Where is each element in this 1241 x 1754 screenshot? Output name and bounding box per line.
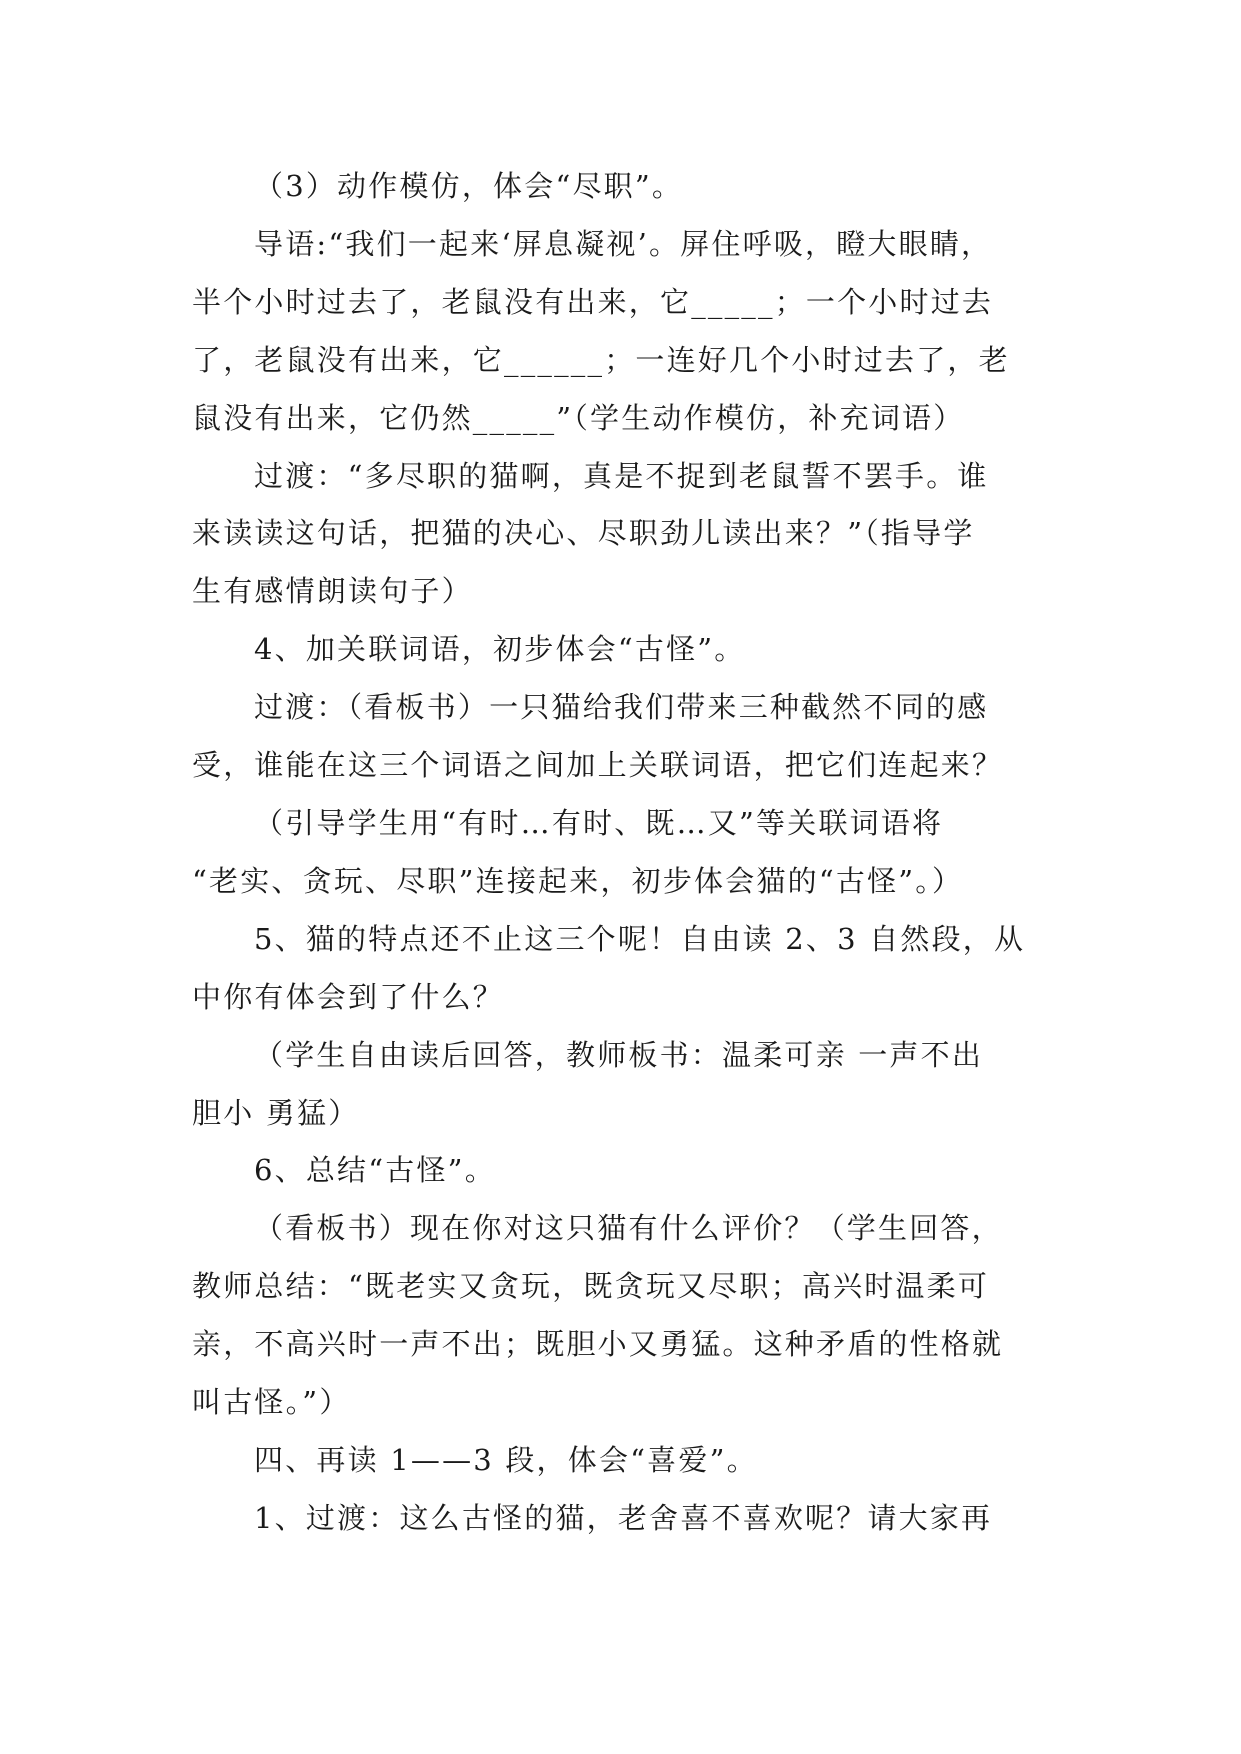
- text-line: 1、过渡：这么古怪的猫，老舍喜不喜欢呢？请大家再: [254, 1500, 993, 1535]
- paragraph-guide-conjunctions: [192, 795, 1052, 911]
- text-line: 过渡：“多尽职的猫啊，真是不捉到老鼠誓不罢手。谁: [254, 458, 989, 493]
- paragraph-student-answer: [192, 1027, 1052, 1143]
- paragraph-teacher-summary: [192, 1200, 1052, 1432]
- text-line: 受，谁能在这三个词语之间加上关联词语，把它们连起来？: [192, 748, 1004, 783]
- text-line: 半个小时过去了，老鼠没有出来，它_____；一个小时过去: [192, 284, 994, 319]
- text-line: 胆小 勇猛）: [192, 1095, 360, 1130]
- paragraph-transition-dutiful: [192, 448, 1052, 622]
- text-line: 来读读这句话，把猫的决心、尽职劲儿读出来？”（指导学: [192, 516, 975, 551]
- text-line: 6、总结“古怪”。: [254, 1153, 496, 1188]
- paragraph-section-4-heading: [192, 1432, 1052, 1490]
- text-line: 4、加关联词语，初步体会“古怪”。: [254, 632, 746, 667]
- paragraph-transition-blackboard: [192, 679, 1052, 795]
- text-line: （3）动作模仿，体会“尽职”。: [254, 169, 684, 203]
- paragraph-intro-speech: [192, 216, 1052, 448]
- text-line: 5、猫的特点还不止这三个呢！自由读 2、3 自然段，从: [254, 921, 1026, 956]
- text-line: （看板书）现在你对这只猫有什么评价？（学生回答，: [254, 1211, 1003, 1246]
- text-line: 过渡：（看板书）一只猫给我们带来三种截然不同的感: [254, 690, 989, 725]
- text-line: “老实、贪玩、尽职”连接起来，初步体会猫的“古怪”。）: [192, 863, 964, 898]
- text-line: （引导学生用“有时…有时、既…又”等关联词语将: [254, 805, 944, 840]
- text-line: 教师总结：“既老实又贪玩，既贪玩又尽职；高兴时温柔可: [192, 1269, 990, 1304]
- paragraph-step-6-heading: [192, 1142, 1052, 1200]
- text-line: 生有感情朗读句子）: [192, 574, 473, 609]
- paragraph-step-5: [192, 911, 1052, 1027]
- paragraph-step-1-transition: [192, 1490, 1052, 1548]
- text-line: 中你有体会到了什么？: [192, 979, 505, 1014]
- text-line: 导语:“我们一起来‘屏息凝视’。屏住呼吸，瞪大眼睛，: [254, 226, 993, 261]
- text-line: 鼠没有出来，它仍然_____”（学生动作模仿，补充词语）: [192, 400, 965, 435]
- text-line: 了，老鼠没有出来，它______；一连好几个小时过去了，老: [192, 342, 1010, 377]
- paragraph-action-imitation: [192, 158, 1052, 216]
- text-line: 叫古怪。”）: [192, 1385, 351, 1420]
- text-line: （学生自由读后回答，教师板书：温柔可亲 一声不出: [254, 1037, 984, 1072]
- text-line: 亲，不高兴时一声不出；既胆小又勇猛。这种矛盾的性格就: [192, 1327, 1004, 1362]
- text-line: 四、再读 1——3 段，体会“喜爱”。: [254, 1442, 758, 1477]
- paragraph-step-4-heading: [192, 621, 1052, 679]
- document-body: [192, 158, 1052, 1548]
